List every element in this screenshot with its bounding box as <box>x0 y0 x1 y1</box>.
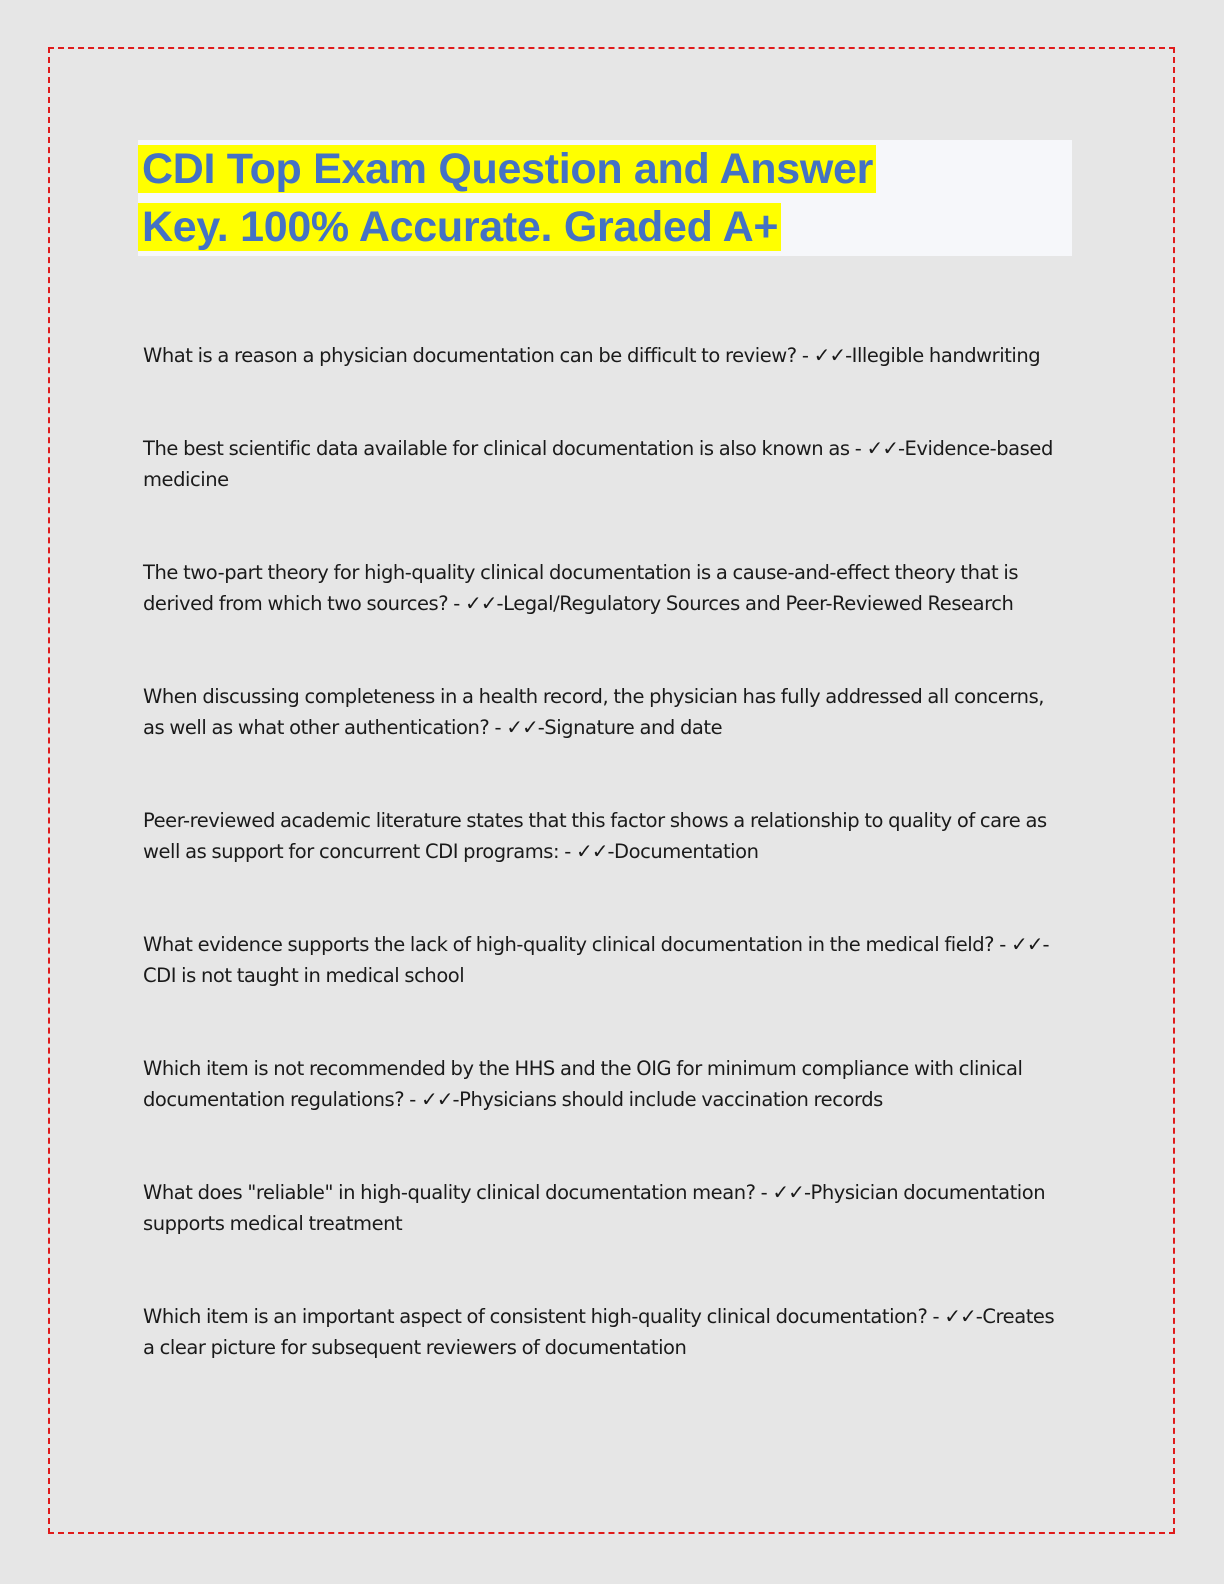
qa-item <box>143 681 1058 743</box>
qa-answer: -Legal/Regulatory Sources and Peer-Reviewed Research <box>496 592 1014 615</box>
check-check-icon: ✓✓ <box>944 1304 976 1328</box>
title-highlight-1: CDI Top Exam Question and Answer <box>138 145 876 193</box>
qa-item <box>143 1053 1058 1115</box>
check-check-icon: ✓✓ <box>772 1180 804 1204</box>
qa-question: The best scientific data available for clinical documentation is also known as - <box>143 437 867 460</box>
qa-item <box>143 1301 1058 1363</box>
check-check-icon: ✓✓ <box>1010 932 1043 956</box>
qa-question: The two-part theory for high-quality clinical documentation is a cause-and-effect theory that is derived from which two sources? - <box>143 561 1019 615</box>
check-check-icon: ✓✓ <box>575 839 608 863</box>
qa-question: Which item is an important aspect of consistent high-quality clinical documentation? - <box>143 1305 945 1328</box>
qa-item <box>143 1177 1058 1239</box>
qa-answer: -Evidence-based medicine <box>143 437 1053 491</box>
qa-list <box>143 340 1058 1363</box>
qa-question: Which item is not recommended by the HHS and the OIG for minimum compliance with clinical documentation regulations? - <box>143 1057 1023 1111</box>
qa-question: When discussing completeness in a health record, the physician has fully addressed all concerns, as well as what other authentication? - <box>143 685 1045 739</box>
qa-answer: -Physicians should include vaccination records <box>452 1088 883 1111</box>
qa-answer: -Illegible handwriting <box>845 344 1041 367</box>
qa-question: What evidence supports the lack of high-quality clinical documentation in the medical field? - <box>143 933 1011 956</box>
check-check-icon: ✓✓ <box>506 715 538 739</box>
qa-answer: -Physician documentation supports medical treatment <box>143 1181 1046 1235</box>
check-check-icon: ✓✓ <box>813 343 846 367</box>
title-highlight-2: Key. 100% Accurate. Graded A+ <box>138 203 781 251</box>
qa-question: What is a reason a physician documentation can be difficult to review? - <box>143 344 814 367</box>
page-title-line-2 <box>138 198 1072 256</box>
qa-question: What does "reliable" in high-quality clinical documentation mean? - <box>143 1181 773 1204</box>
qa-item <box>143 433 1058 495</box>
qa-item <box>143 340 1058 371</box>
qa-item <box>143 929 1058 991</box>
qa-item <box>143 805 1058 867</box>
qa-answer: -Creates a clear picture for subsequent reviewers of documentation <box>143 1305 1055 1359</box>
check-check-icon: ✓✓ <box>421 1087 453 1111</box>
qa-answer: -CDI is not taught in medical school <box>143 933 1050 987</box>
qa-answer: -Signature and date <box>537 716 723 739</box>
qa-answer: -Documentation <box>607 840 759 863</box>
page-title-line-1 <box>138 140 1072 198</box>
check-check-icon: ✓✓ <box>866 436 898 460</box>
document-title-block <box>138 140 1072 256</box>
title-line-1-wrapper <box>138 140 1072 198</box>
check-check-icon: ✓✓ <box>465 591 497 615</box>
qa-item <box>143 557 1058 619</box>
title-line-2-wrapper <box>138 198 1072 256</box>
qa-question: Peer-reviewed academic literature states that this factor shows a relationship to quality of care as well as support for concurrent CDI programs: - <box>143 809 1047 863</box>
